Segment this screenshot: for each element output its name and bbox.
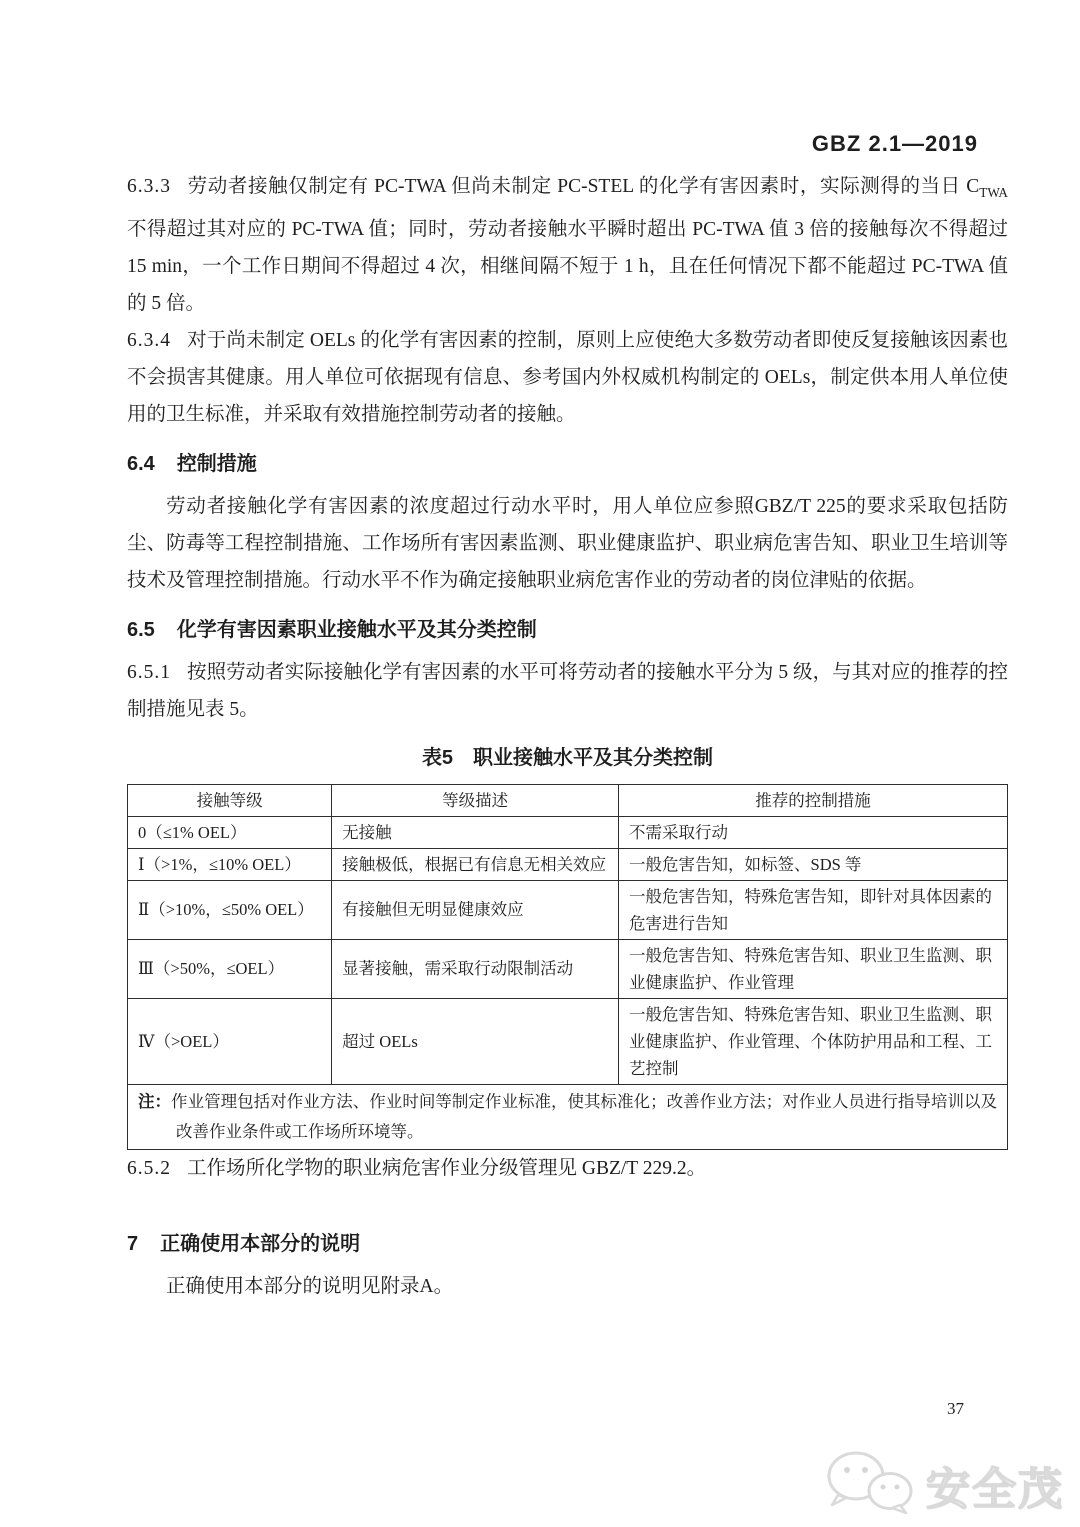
clause-number: 6.3.4 [127,329,171,351]
clause-text: 不得超过其对应的 PC-TWA 值；同时，劳动者接触水平瞬时超出 PC-TWA 值 3 倍的接触每次不得超过 15 min，一个工作日期间不得超过 4 次，相继间隔不短于 1 h，且在任何情况下都不能超过 PC-TWA 值的 5 倍。 [127,218,1008,314]
section-heading-6-5 [127,616,1008,644]
cell-description: 接触极低，根据已有信息无相关效应 [332,848,619,880]
table-row [128,848,1008,880]
clause-text: 对于尚未制定 OELs 的化学有害因素的控制，原则上应使绝大多数劳动者即使反复接触该因素也不会损害其健康。用人单位可依据现有信息、参考国内外权威机构制定的 OELs，制定供本用人单位使用的卫生标准，并采取有效措施控制劳动者的接触。 [127,329,1008,425]
paragraph-6-5-1 [127,654,1008,728]
cell-level: Ⅲ（>50%，≤OEL） [128,939,332,998]
section-title: 化学有害因素职业接触水平及其分类控制 [176,618,537,641]
cell-control: 一般危害告知、特殊危害告知、职业卫生监测、职业健康监护、作业管理 [619,939,1008,998]
page-number: 37 [947,1399,964,1418]
cell-control: 不需采取行动 [619,816,1008,848]
note-label: 注： [138,1092,172,1111]
page-content [127,0,1008,1305]
table-note-cell [128,1084,1008,1149]
clause-number: 6.5.1 [127,661,171,683]
cell-control: 一般危害告知，如标签、SDS 等 [619,848,1008,880]
section-number: 6.5 [127,618,155,641]
col-header-recommended-controls: 推荐的控制措施 [619,784,1008,816]
wechat-icon [822,1449,918,1520]
table-note-row [128,1084,1008,1149]
note-text: 作业管理包括对作业方法、作业时间等制定作业标准，使其标准化；改善作业方法；对作业人员进行指导培训以及改善作业条件或工作场所环境等。 [171,1091,998,1141]
table-body [128,816,1008,1149]
section-number: 6.4 [127,452,155,475]
clause-text: 工作场所化学物的职业病危害作业分级管理见 GBZ/T 229.2。 [187,1157,707,1179]
table-5-title: 表5 职业接触水平及其分类控制 [421,746,714,769]
watermark [822,1449,1064,1520]
clause-text: 正确使用本部分的说明见附录A。 [166,1275,454,1297]
cell-description: 显著接触，需采取行动限制活动 [332,939,619,998]
table-row [128,880,1008,939]
table-5 [127,784,1008,1150]
cell-control: 一般危害告知，特殊危害告知，即针对具体因素的危害进行告知 [619,880,1008,939]
clause-text: 劳动者接触仅制定有 PC-TWA 但尚未制定 PC-STEL 的化学有害因素时，实际测得的当日 C [187,176,980,197]
table-header [128,784,1008,816]
table-row [128,939,1008,998]
subscript-twa: TWA [979,184,1008,200]
standard-code-header: GBZ 2.1—2019 [811,131,978,156]
clause-number: 6.5.2 [127,1157,171,1179]
table-row [128,998,1008,1084]
cell-level: Ⅰ（>1%，≤10% OEL） [128,848,332,880]
cell-level: 0（≤1% OEL） [128,816,332,848]
col-header-level-description: 等级描述 [332,784,619,816]
clause-number: 6.3.3 [127,176,171,197]
cell-description: 超过 OELs [332,998,619,1084]
table-row [128,816,1008,848]
section-heading-7 [127,1230,1008,1258]
clause-text: 劳动者接触化学有害因素的浓度超过行动水平时，用人单位应参照GBZ/T 225的要求采取包括防尘、防毒等工程控制措施、工作场所有害因素监测、职业健康监护、职业病危害告知、职业卫生培训等技术及管理控制措施。行动水平不作为确定接触职业病危害作业的劳动者的岗位津贴的依据。 [127,495,1008,591]
watermark-brand-text: 安全茂 [926,1464,1064,1514]
cell-control: 一般危害告知、特殊危害告知、职业卫生监测、职业健康监护、作业管理、个体防护用品和工程、工艺控制 [619,998,1008,1084]
section-title: 控制措施 [176,452,257,475]
paragraph-6-5-2 [127,1150,1008,1187]
col-header-exposure-level: 接触等级 [128,784,332,816]
cell-description: 有接触但无明显健康效应 [332,880,619,939]
table-header-row [128,784,1008,816]
cell-level: Ⅱ（>10%，≤50% OEL） [128,880,332,939]
cell-level: Ⅳ（>OEL） [128,998,332,1084]
table-note [138,1087,998,1147]
section-heading-6-4 [127,450,1008,478]
paragraph-6-3-4 [127,322,1008,433]
section-title: 正确使用本部分的说明 [160,1232,361,1255]
paragraph-6-4 [127,488,1008,599]
paragraph-6-3-3 [127,168,1008,322]
section-number: 7 [127,1232,139,1255]
clause-text: 按照劳动者实际接触化学有害因素的水平可将劳动者的接触水平分为 5 级，与其对应的推荐的控制措施见表 5。 [127,661,1008,720]
cell-description: 无接触 [332,816,619,848]
paragraph-7 [127,1268,1008,1305]
